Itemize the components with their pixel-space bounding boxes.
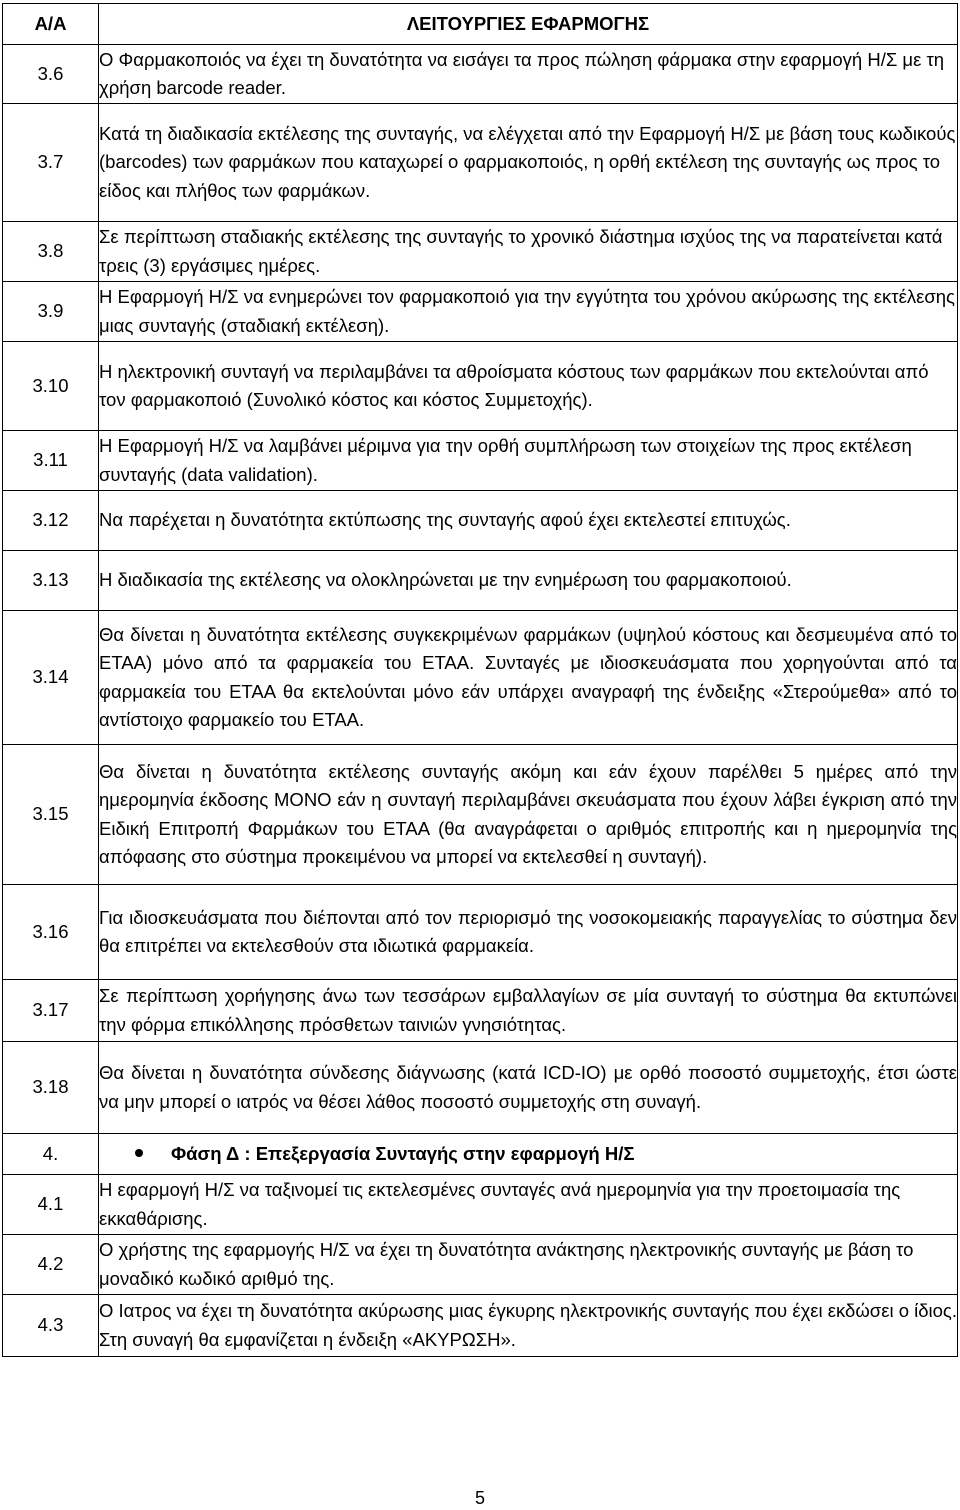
row-text: Για ιδιοσκευάσματα που διέπονται από τον περιορισμό της νοσοκομειακής παραγγελίας το σύστημα δεν θα επιτρέπει να εκτελεσθούν στα ιδιωτικά φαρμακεία. [99,885,958,980]
row-text: Ο Ιατρος να έχει τη δυνατότητα ακύρωσης μιας έγκυρης ηλεκτρονικής συνταγής που έχει εκδώσει ο ίδιος. Στη συναγή θα εμφανίζεται η ένδειξη «ΑΚΥΡΩΣΗ». [99,1295,958,1357]
row-text: Η Εφαρμογή Η/Σ να ενημερώνει τον φαρμακοποιό για την εγγύτητα του χρόνου ακύρωσης της εκτέλεσης μιας συνταγής (σταδιακή εκτέλεση). [99,282,958,342]
row-text: Ο χρήστης της εφαρμογής Η/Σ να έχει τη δυνατότητα ανάκτησης ηλεκτρονικής συνταγής με βάση το μοναδικό κωδικό αριθμό της. [99,1235,958,1295]
row-number: 3.9 [3,282,99,342]
row-number: 4.3 [3,1295,99,1357]
row-number: 3.14 [3,611,99,745]
row-text: Θα δίνεται η δυνατότητα εκτέλεσης συγκεκριμένων φαρμάκων (υψηλού κόστους και δεσμευμένα από το ΕΤΑΑ) μόνο από τα φαρμακεία του ΕΤΑΑ. Συνταγές με ιδιοσκευάσματα που χορηγούνται από τα φαρμακεία του ΕΤΑΑ θα εκτελούνται μόνο εάν υπάρχει αναγραφή της ένδειξης «Στερούμεθα» από το αντίστοιχο φαρμακείο του ΕΤΑΑ. [99,611,958,745]
row-number: 3.11 [3,431,99,491]
row-number: 3.10 [3,342,99,431]
table-row [3,282,958,342]
table-row [3,431,958,491]
requirements-table [2,3,958,1357]
row-text: Ο Φαρμακοποιός να έχει τη δυνατότητα να εισάγει τα προς πώληση φάρμακα στην εφαρμογή Η/Σ με τη χρήση barcode reader. [99,45,958,104]
table-row [3,1175,958,1235]
table-row [3,1042,958,1134]
header-number-column: Α/Α [3,4,99,45]
phase-title: Φάση Δ : Επεξεργασία Συνταγής στην εφαρμογή Η/Σ [171,1142,635,1164]
row-number: 3.17 [3,980,99,1042]
row-text: Θα δίνεται η δυνατότητα σύνδεσης διάγνωσης (κατά ICD-IO) με ορθό ποσοστό συμμετοχής, έτσι ώστε να μην μπορεί ο ιατρός να θέσει λάθος ποσοστό συμμετοχής στη συναγή. [99,1042,958,1134]
row-text: Η ηλεκτρονική συνταγή να περιλαμβάνει τα αθροίσματα κόστους των φαρμάκων που εκτελούνται από τον φαρμακοποιό (Συνολικό κόστος και κόστος Συμμετοχής). [99,342,958,431]
table-header-row [3,4,958,45]
row-number: 3.7 [3,104,99,222]
row-text: Σε περίπτωση χορήγησης άνω των τεσσάρων εμβαλλαγίων σε μία συνταγή το σύστημα θα εκτυπώνει την φόρμα επικόλλησης πρόσθετων ταινιών γνησιότητας. [99,980,958,1042]
page-number: 5 [474,1488,485,1508]
table-row [3,491,958,551]
row-number: 3.12 [3,491,99,551]
row-number: 3.6 [3,45,99,104]
row-number: 3.13 [3,551,99,611]
table-row [3,1235,958,1295]
row-number: 4.1 [3,1175,99,1235]
table-row [3,1295,958,1357]
table-row [3,222,958,282]
row-text: Η Εφαρμογή Η/Σ να λαμβάνει μέριμνα για την ορθή συμπλήρωση των στοιχείων της προς εκτέλεση συνταγής (data validation). [99,431,958,491]
row-text: Σε περίπτωση σταδιακής εκτέλεσης της συνταγής το χρονικό διάστημα ισχύος της να παρατείνεται κατά τρεις (3) εργάσιμες ημέρες. [99,222,958,282]
row-text: Η εφαρμογή Η/Σ να ταξινομεί τις εκτελεσμένες συνταγές ανά ημερομηνία για την προετοιμασία της εκκαθάρισης. [99,1175,958,1235]
table-row [3,551,958,611]
row-text: Η διαδικασία της εκτέλεσης να ολοκληρώνεται με την ενημέρωση του φαρμακοποιού. [99,551,958,611]
row-number: 3.15 [3,745,99,885]
table-row [3,45,958,104]
table-row [3,980,958,1042]
table-row [3,342,958,431]
row-text: Θα δίνεται η δυνατότητα εκτέλεσης συνταγής ακόμη και εάν έχουν παρέλθει 5 ημέρες από την ημερομηνία έκδοσης ΜΟΝΟ εάν η συνταγή περιλαμβάνει σκευάσματα που έχουν λάβει έγκριση από την Ειδική Επιτροπή Φαρμάκων του ΕΤΑΑ (θα αναγράφεται ο αριθμός επιτροπής και η ημερομηνία της απόφασης στο σύστημα προκειμένου να μπορεί να εκτελεσθεί η συνταγή). [99,745,958,885]
row-number: 3.8 [3,222,99,282]
header-functions-column: ΛΕΙΤΟΥΡΓΙΕΣ ΕΦΑΡΜΟΓΗΣ [99,4,958,45]
phase-row [3,1134,958,1175]
phase-number: 4. [3,1134,99,1175]
row-text: Να παρέχεται η δυνατότητα εκτύπωσης της συνταγής αφού έχει εκτελεστεί επιτυχώς. [99,491,958,551]
row-text: Κατά τη διαδικασία εκτέλεσης της συνταγής, να ελέγχεται από την Εφαρμογή Η/Σ με βάση τους κωδικούς (barcodes) των φαρμάκων που καταχωρεί ο φαρμακοποιός, η ορθή εκτέλεση της συνταγής ως προς το είδος και πλήθος των φαρμάκων. [99,104,958,222]
row-number: 3.16 [3,885,99,980]
row-number: 3.18 [3,1042,99,1134]
table-row [3,104,958,222]
phase-title-cell [99,1134,958,1175]
table-row [3,611,958,745]
row-number: 4.2 [3,1235,99,1295]
table-row [3,745,958,885]
bullet-icon [135,1149,143,1157]
table-row [3,885,958,980]
